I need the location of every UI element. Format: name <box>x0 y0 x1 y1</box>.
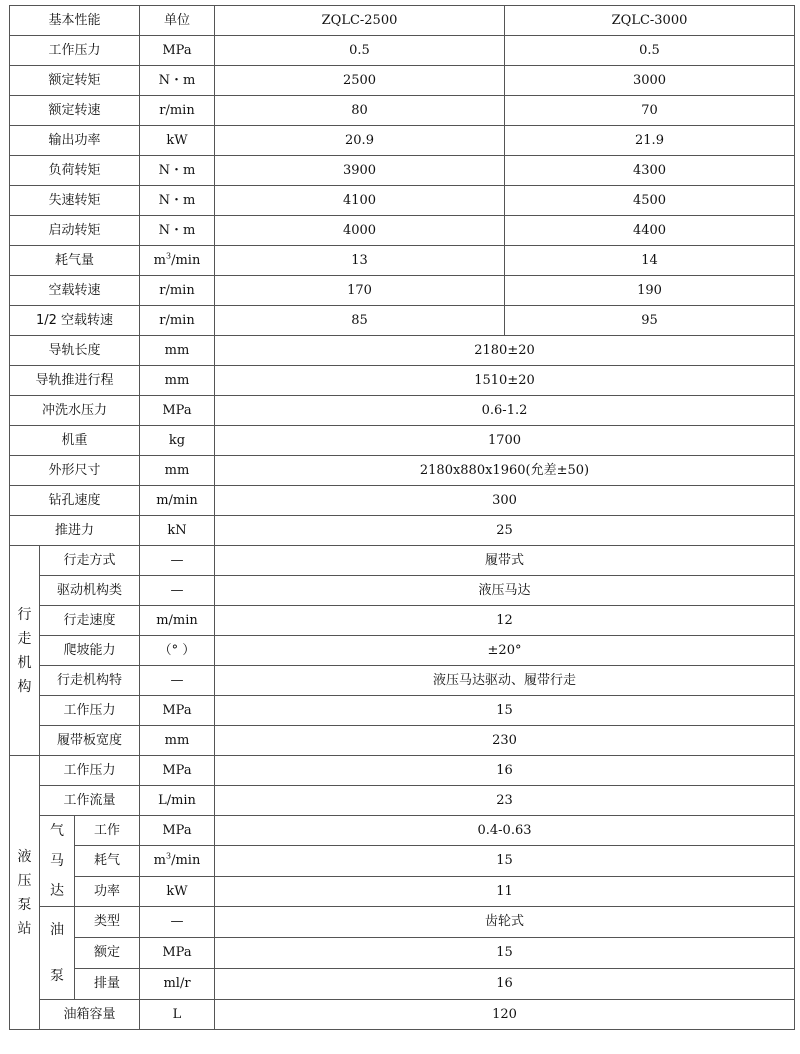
param-unit: kW <box>140 126 215 156</box>
table-row <box>10 36 795 66</box>
param-name: 额定 <box>75 938 140 969</box>
param-name: 履带板宽度 <box>40 726 140 756</box>
value-model-1: 3900 <box>215 156 505 186</box>
header-model-1: ZQLC-2500 <box>215 6 505 36</box>
value-model-1: 0.5 <box>215 36 505 66</box>
table-row <box>10 666 795 696</box>
param-unit: MPa <box>140 36 215 66</box>
table-row <box>10 606 795 636</box>
param-unit: mm <box>140 726 215 756</box>
table-row <box>10 876 795 906</box>
param-name: 推进力 <box>10 516 140 546</box>
value-shared: 履带式 <box>215 546 795 576</box>
param-unit: MPa <box>140 756 215 786</box>
param-unit: MPa <box>140 816 215 846</box>
param-name: 工作压力 <box>10 36 140 66</box>
table-row <box>10 969 795 1000</box>
param-unit: L/min <box>140 786 215 816</box>
param-name: 工作压力 <box>40 756 140 786</box>
walking-group-label: 行 走 机 构 <box>10 546 40 756</box>
value-model-1: 4000 <box>215 216 505 246</box>
param-name: 导轨推进行程 <box>10 366 140 396</box>
param-unit: $m^3/\min$ <box>140 846 215 876</box>
param-unit: mm <box>140 456 215 486</box>
value-model-2: 4500 <box>505 186 795 216</box>
param-name: 额定转速 <box>10 96 140 126</box>
param-unit: MPa <box>140 938 215 969</box>
param-name: 机重 <box>10 426 140 456</box>
value-shared: 1700 <box>215 426 795 456</box>
table-row <box>10 456 795 486</box>
header-unit: 单位 <box>140 6 215 36</box>
param-unit: kW <box>140 876 215 906</box>
param-unit: N・m <box>140 156 215 186</box>
value-model-2: 3000 <box>505 66 795 96</box>
table-row <box>10 1000 795 1030</box>
param-unit: — <box>140 666 215 696</box>
table-row <box>10 576 795 606</box>
table-row <box>10 216 795 246</box>
param-unit: mm <box>140 336 215 366</box>
table-row <box>10 306 795 336</box>
param-unit: m/min <box>140 606 215 636</box>
value-model-2: 190 <box>505 276 795 306</box>
param-unit: — <box>140 907 215 938</box>
table-row <box>10 336 795 366</box>
table-row <box>10 696 795 726</box>
value-model-1: 80 <box>215 96 505 126</box>
param-name: 耗气 <box>75 846 140 876</box>
value-model-2: 4400 <box>505 216 795 246</box>
param-unit: ml/r <box>140 969 215 1000</box>
air-motor-label: 气 马 达 <box>40 816 75 907</box>
value-model-2: 4300 <box>505 156 795 186</box>
param-name: 钻孔速度 <box>10 486 140 516</box>
table-row <box>10 786 795 816</box>
param-name: 外形尺寸 <box>10 456 140 486</box>
table-row <box>10 938 795 969</box>
header-row <box>10 6 795 36</box>
value-shared: 120 <box>215 1000 795 1030</box>
param-unit: （° ） <box>140 636 215 666</box>
value-shared: 12 <box>215 606 795 636</box>
param-name: 行走速度 <box>40 606 140 636</box>
param-unit: kN <box>140 516 215 546</box>
value-model-2: 14 <box>505 246 795 276</box>
param-name: 额定转矩 <box>10 66 140 96</box>
table-row <box>10 486 795 516</box>
param-name: 失速转矩 <box>10 186 140 216</box>
value-model-2: 95 <box>505 306 795 336</box>
param-unit: L <box>140 1000 215 1030</box>
param-unit: N・m <box>140 216 215 246</box>
param-name: 爬坡能力 <box>40 636 140 666</box>
param-name: 工作压力 <box>40 696 140 726</box>
value-shared: 1510±20 <box>215 366 795 396</box>
value-shared: 230 <box>215 726 795 756</box>
value-shared: 液压马达 <box>215 576 795 606</box>
value-model-1: 85 <box>215 306 505 336</box>
value-model-2: 21.9 <box>505 126 795 156</box>
table-row <box>10 846 795 876</box>
param-name: 行走方式 <box>40 546 140 576</box>
table-row <box>10 636 795 666</box>
value-model-1: 20.9 <box>215 126 505 156</box>
param-unit: N・m <box>140 66 215 96</box>
param-name: 空载转速 <box>10 276 140 306</box>
value-shared: ±20° <box>215 636 795 666</box>
table-row <box>10 546 795 576</box>
value-shared: 23 <box>215 786 795 816</box>
table-row <box>10 816 795 846</box>
param-unit: — <box>140 576 215 606</box>
table-row <box>10 156 795 186</box>
value-shared: 液压马达驱动、履带行走 <box>215 666 795 696</box>
header-name: 基本性能 <box>10 6 140 36</box>
table-row <box>10 756 795 786</box>
value-shared: 16 <box>215 969 795 1000</box>
param-name: 输出功率 <box>10 126 140 156</box>
param-unit: $m^3/\min$ <box>140 246 215 276</box>
table-row <box>10 276 795 306</box>
table-row <box>10 66 795 96</box>
param-unit: m/min <box>140 486 215 516</box>
param-unit: MPa <box>140 396 215 426</box>
value-shared: 15 <box>215 696 795 726</box>
param-unit: kg <box>140 426 215 456</box>
param-name: 功率 <box>75 876 140 906</box>
value-shared: 0.6-1.2 <box>215 396 795 426</box>
param-unit: r/min <box>140 96 215 126</box>
value-shared: 15 <box>215 938 795 969</box>
param-name: 类型 <box>75 907 140 938</box>
table-row <box>10 186 795 216</box>
table-row <box>10 366 795 396</box>
value-model-1: 4100 <box>215 186 505 216</box>
value-model-2: 70 <box>505 96 795 126</box>
param-unit: r/min <box>140 306 215 336</box>
value-shared: 25 <box>215 516 795 546</box>
header-model-2: ZQLC-3000 <box>505 6 795 36</box>
param-unit: MPa <box>140 696 215 726</box>
param-unit: N・m <box>140 186 215 216</box>
param-unit: r/min <box>140 276 215 306</box>
value-model-2: 0.5 <box>505 36 795 66</box>
value-model-1: 2500 <box>215 66 505 96</box>
value-shared: 15 <box>215 846 795 876</box>
value-shared: 0.4-0.63 <box>215 816 795 846</box>
param-name: 启动转矩 <box>10 216 140 246</box>
value-model-1: 170 <box>215 276 505 306</box>
table-row <box>10 516 795 546</box>
value-model-1: 13 <box>215 246 505 276</box>
value-shared: 11 <box>215 876 795 906</box>
param-unit: mm <box>140 366 215 396</box>
param-name: 油箱容量 <box>40 1000 140 1030</box>
table-row <box>10 396 795 426</box>
param-name: 工作流量 <box>40 786 140 816</box>
param-name: 耗气量 <box>10 246 140 276</box>
table-row <box>10 426 795 456</box>
spec-table <box>9 5 795 1030</box>
param-name: 冲洗水压力 <box>10 396 140 426</box>
value-shared: 16 <box>215 756 795 786</box>
table-row <box>10 907 795 938</box>
table-row <box>10 246 795 276</box>
pump-group-label: 液 压 泵 站 <box>10 756 40 1030</box>
table-row <box>10 126 795 156</box>
param-unit: — <box>140 546 215 576</box>
param-name: 排量 <box>75 969 140 1000</box>
param-name: 行走机构特 <box>40 666 140 696</box>
param-name: 工作 <box>75 816 140 846</box>
value-shared: 2180±20 <box>215 336 795 366</box>
table-row <box>10 96 795 126</box>
param-name: 负荷转矩 <box>10 156 140 186</box>
param-name: 驱动机构类 <box>40 576 140 606</box>
param-name: 导轨长度 <box>10 336 140 366</box>
value-shared: 2180x880x1960(允差±50) <box>215 456 795 486</box>
value-shared: 齿轮式 <box>215 907 795 938</box>
table-row <box>10 726 795 756</box>
value-shared: 300 <box>215 486 795 516</box>
oil-pump-label: 油 泵 <box>40 907 75 1000</box>
param-name: 1/2 空载转速 <box>10 306 140 336</box>
